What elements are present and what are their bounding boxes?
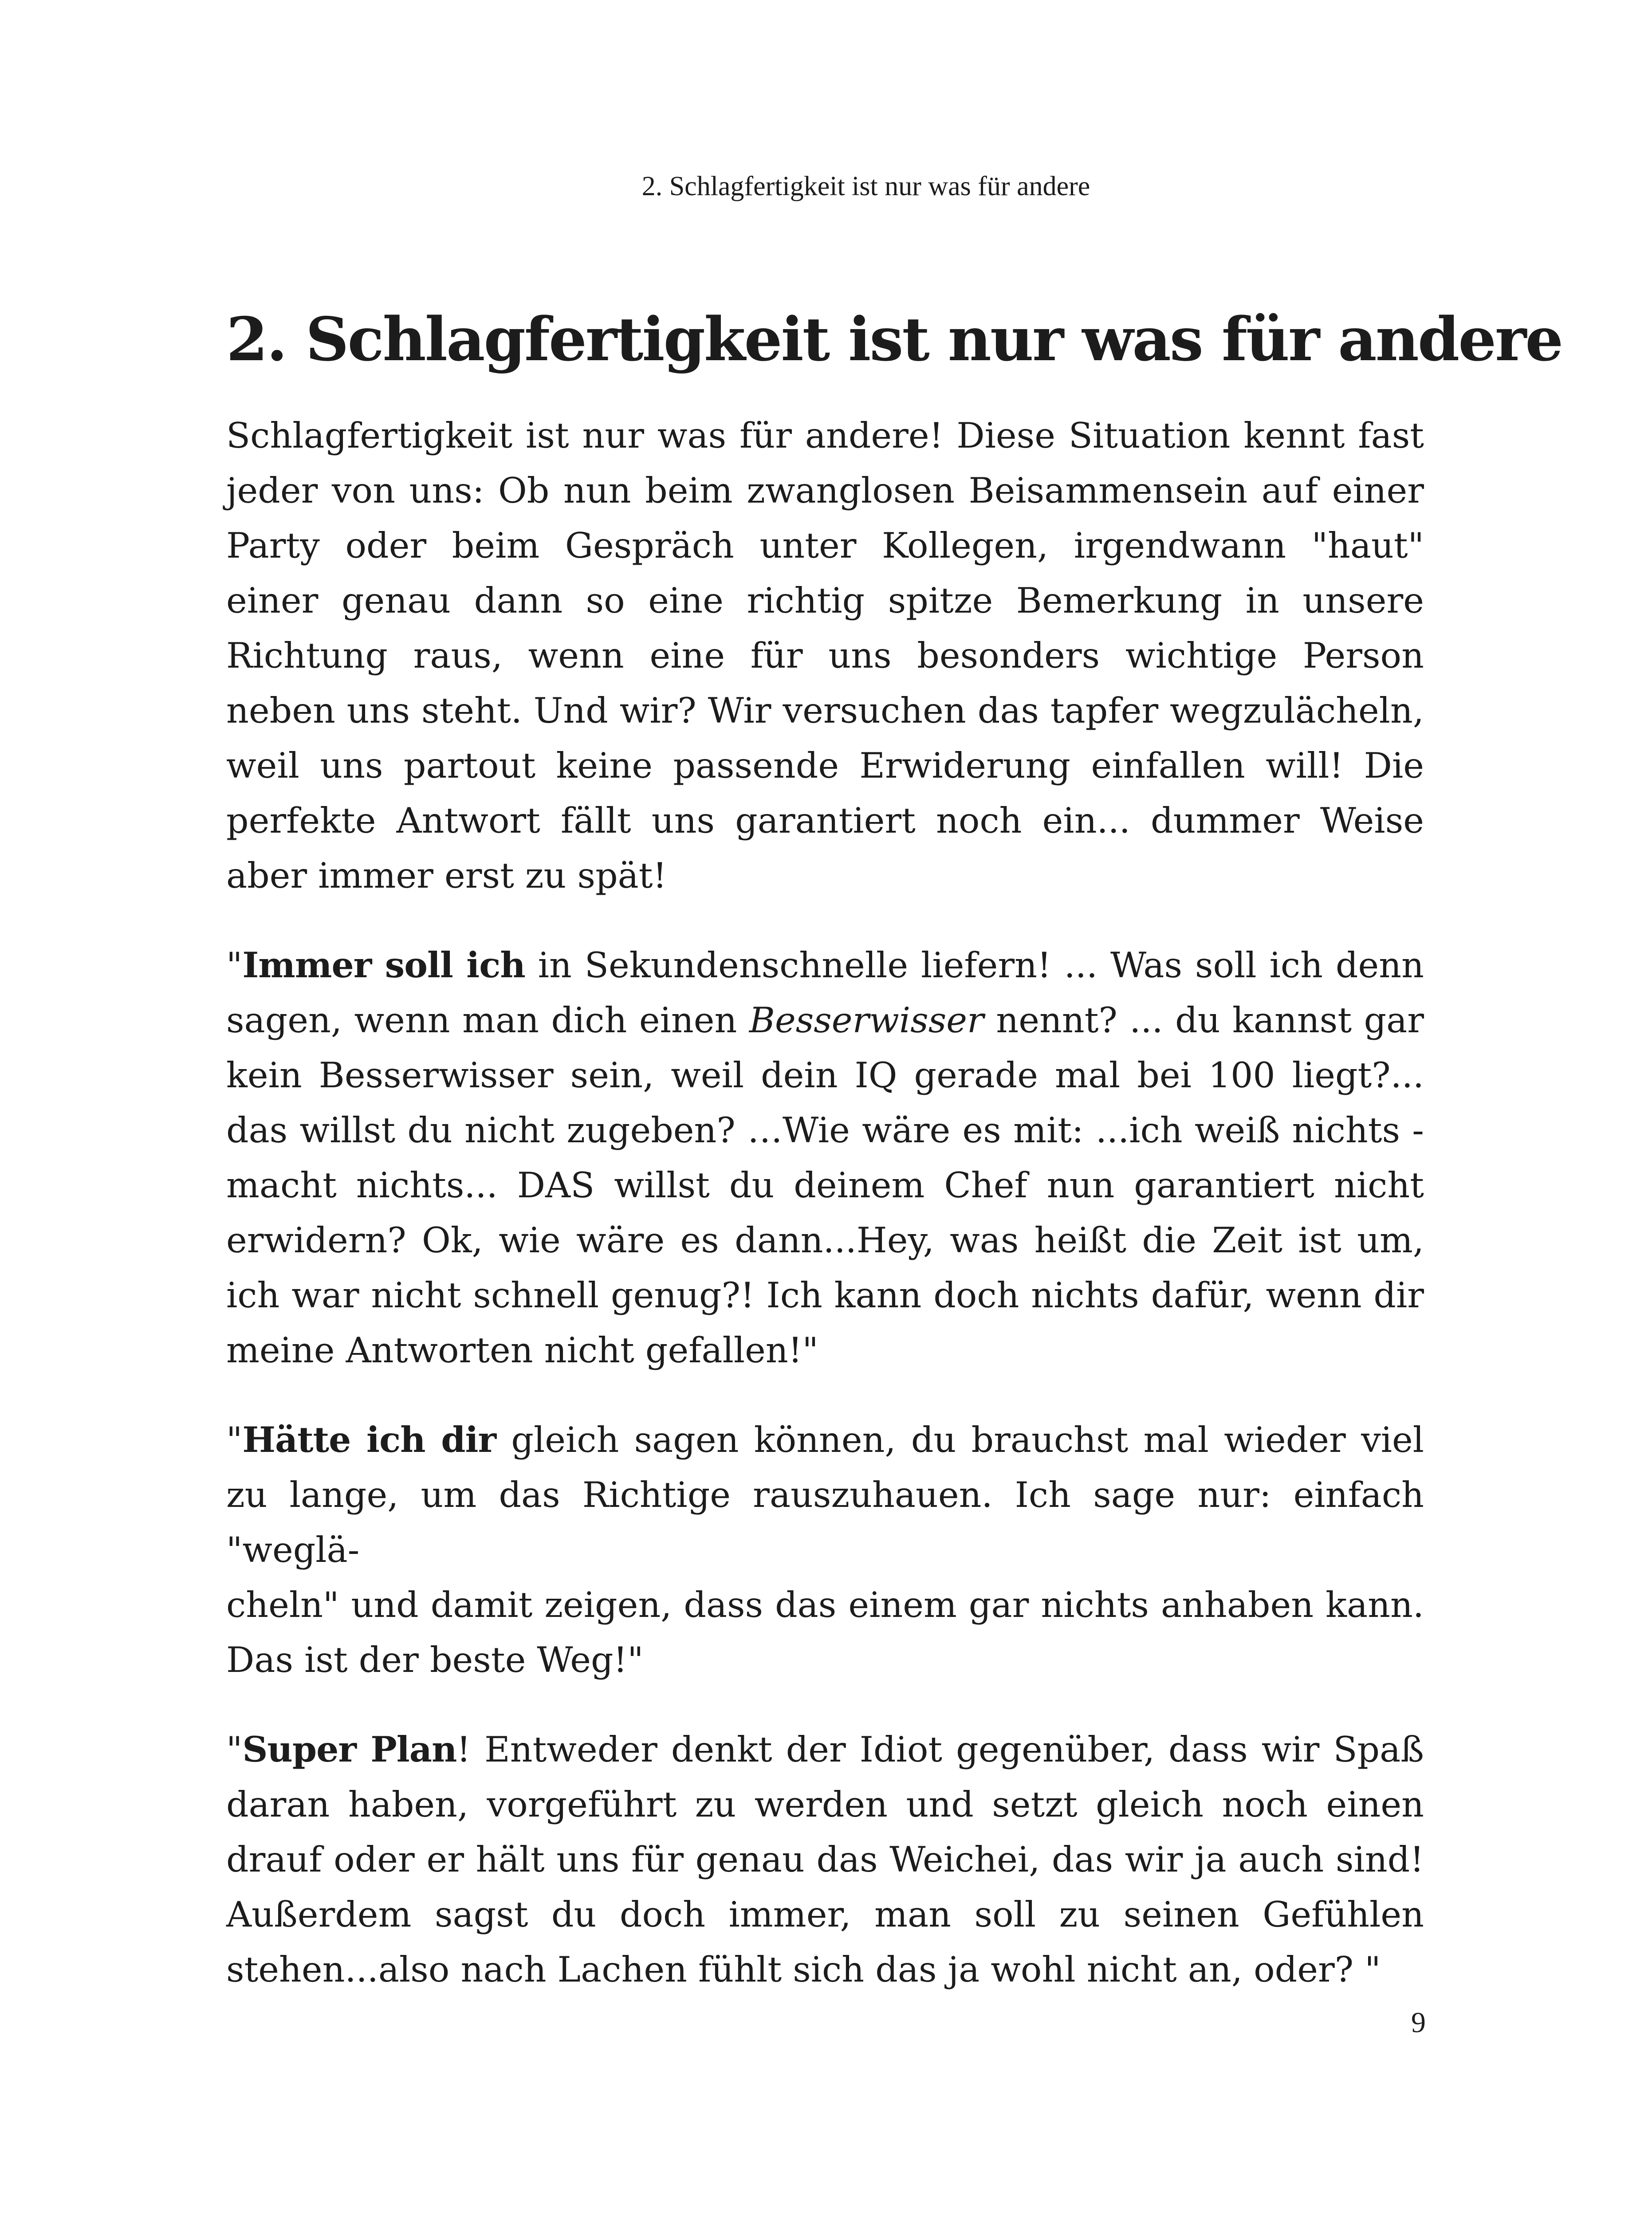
quote-text: nennt? ... du kannst gar kein Besserwisser sein, weil dein IQ gerade mal bei 100 liegt?... das willst du nicht zugeben? …Wie wäre es mit: ...ich weiß nichts - macht nichts... DAS willst du deinem Chef nun garantiert nicht erwidern? Ok, wie wäre es dann...Hey, was heißt die Zeit ist um, ich war nicht schnell genug?! Ich kann doch nichts dafür, wenn dir meine Antworten nicht gefallen!" bbox=[226, 1000, 1424, 1371]
quote-text: cheln" und damit zeigen, dass das einem gar nichts anhaben kann. Das ist der beste Weg!" bbox=[226, 1585, 1424, 1680]
quote-open-mark: " bbox=[226, 1729, 243, 1770]
paragraph-quote-2 bbox=[226, 1412, 1424, 1687]
running-header bbox=[0, 169, 1652, 204]
paragraph-intro: Schlagfertigkeit ist nur was für andere! Diese Situation kennt fast jeder von uns: Ob nun beim zwanglosen Beisammensein auf einer Party oder beim Gespräch unter Kollegen, irgendwann "haut" einer genau dann so eine richtig spitze Bemerkung in unsere Richtung raus, wenn eine für uns besonders wichtige Person neben uns steht. Und wir? Wir versuchen das tapfer wegzulächeln, weil uns partout keine passende Erwiderung einfallen will! Die perfekte Antwort fällt uns garantiert noch ein... dummer Weise aber immer erst zu spät! bbox=[226, 415, 1424, 896]
running-header-text: 2. Schlagfertigkeit ist nur was für andere bbox=[641, 171, 1090, 201]
body-text bbox=[226, 408, 1424, 2032]
paragraph-quote-1 bbox=[226, 938, 1424, 1378]
quote-text: in Sekundenschnelle liefern! ... Was soll ich denn sagen, wenn man dich einen bbox=[226, 945, 1424, 1041]
paragraph-quote-3 bbox=[226, 1722, 1424, 1997]
quote-text: ! Entweder denkt der Idiot gegenüber, dass wir Spaß daran haben, vorgeführt zu werden und setzt gleich noch einen drauf oder er hält uns für genau das Weichei, das wir ja auch sind! Außerdem sagst du doch immer, man soll zu seinen Gefühlen stehen...also nach Lachen fühlt sich das ja wohl nicht an, oder? " bbox=[226, 1729, 1424, 1990]
italic-term: Besserwisser bbox=[749, 1000, 984, 1041]
chapter-title: 2. Schlagfertigkeit ist nur was für andere bbox=[226, 304, 1562, 374]
page-number: 9 bbox=[1411, 2006, 1426, 2039]
bold-lead-in: Super Plan bbox=[242, 1729, 457, 1770]
quote-open-mark: " bbox=[226, 945, 243, 986]
quote-text: gleich sagen können, du brauchst mal wieder viel zu lange, um das Richtige rauszuhauen. Ich sage nur: einfach "weglä- bbox=[226, 1420, 1424, 1570]
bold-lead-in: Immer soll ich bbox=[242, 944, 525, 986]
quote-open-mark: " bbox=[226, 1420, 243, 1460]
bold-lead-in: Hätte ich dir bbox=[242, 1419, 496, 1460]
